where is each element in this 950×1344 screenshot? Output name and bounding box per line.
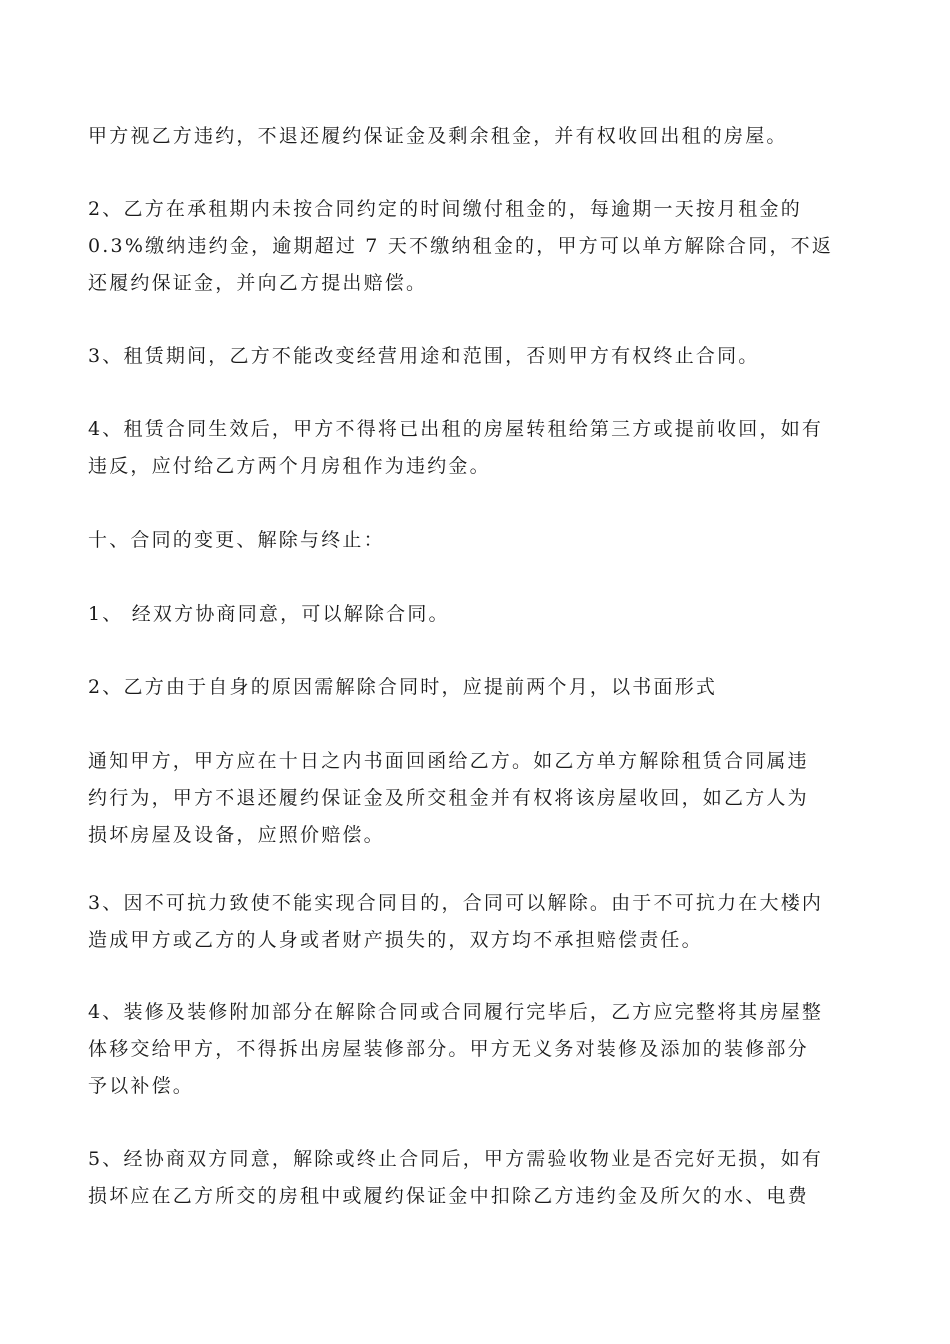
- text-line: 违反，应付给乙方两个月房租作为违约金。: [88, 455, 491, 477]
- text-line: 体移交给甲方，不得拆出房屋装修部分。甲方无义务对装修及添加的装修部分: [88, 1038, 809, 1060]
- paragraph-sublease-restriction: [88, 411, 868, 485]
- text-line: 予以补偿。: [88, 1075, 195, 1097]
- text-line: 4、租赁合同生效后，甲方不得将已出租的房屋转租给第三方或提前收回，如有: [88, 418, 824, 440]
- text-line: 2、乙方在承租期内未按合同约定的时间缴付租金的，每逾期一天按月租金的: [88, 198, 802, 220]
- text-line: 损坏应在乙方所交的房租中或履约保证金中扣除乙方违约金及所欠的水、电费: [88, 1185, 809, 1207]
- text-line: 还履约保证金，并向乙方提出赔偿。: [88, 272, 428, 294]
- text-line: 2、乙方由于自身的原因需解除合同时，应提前两个月，以书面形式: [88, 676, 718, 698]
- paragraph-mutual-termination: [88, 596, 868, 633]
- text-line: 损坏房屋及设备，应照价赔偿。: [88, 824, 385, 846]
- text-line: 甲方视乙方违约，不退还履约保证金及剩余租金，并有权收回出租的房屋。: [88, 125, 788, 147]
- section-heading-termination: [88, 522, 868, 559]
- paragraph-use-restriction: [88, 338, 868, 375]
- section-heading: 十、合同的变更、解除与终止：: [88, 529, 385, 551]
- paragraph-tenant-termination: [88, 669, 868, 706]
- text-line: 4、装修及装修附加部分在解除合同或合同履行完毕后，乙方应完整将其房屋整: [88, 1001, 824, 1023]
- text-line: 造成甲方或乙方的人身或者财产损失的，双方均不承担赔偿责任。: [88, 929, 703, 951]
- text-line: 3、租赁期间，乙方不能改变经营用途和范围，否则甲方有权终止合同。: [88, 345, 760, 367]
- text-line: 约行为，甲方不退还履约保证金及所交租金并有权将该房屋收回，如乙方人为: [88, 787, 809, 809]
- text-line: 0.3%缴纳违约金，逾期超过 7 天不缴纳租金的，甲方可以单方解除合同，不返: [88, 235, 834, 257]
- paragraph-force-majeure: [88, 885, 868, 959]
- text-line: 5、经协商双方同意，解除或终止合同后，甲方需验收物业是否完好无损，如有: [88, 1148, 824, 1170]
- paragraph-late-rent-penalty: [88, 191, 868, 302]
- text-line: 3、因不可抗力致使不能实现合同目的，合同可以解除。由于不可抗力在大楼内: [88, 892, 824, 914]
- paragraph-notice-and-penalty: [88, 743, 868, 854]
- paragraph-renovation-handover: [88, 994, 868, 1105]
- paragraph-breach-forfeiture: [88, 118, 868, 155]
- paragraph-inspection-deduction: [88, 1141, 868, 1215]
- text-line: 通知甲方，甲方应在十日之内书面回函给乙方。如乙方单方解除租赁合同属违: [88, 750, 809, 772]
- text-line: 1、 经双方协商同意，可以解除合同。: [88, 603, 450, 625]
